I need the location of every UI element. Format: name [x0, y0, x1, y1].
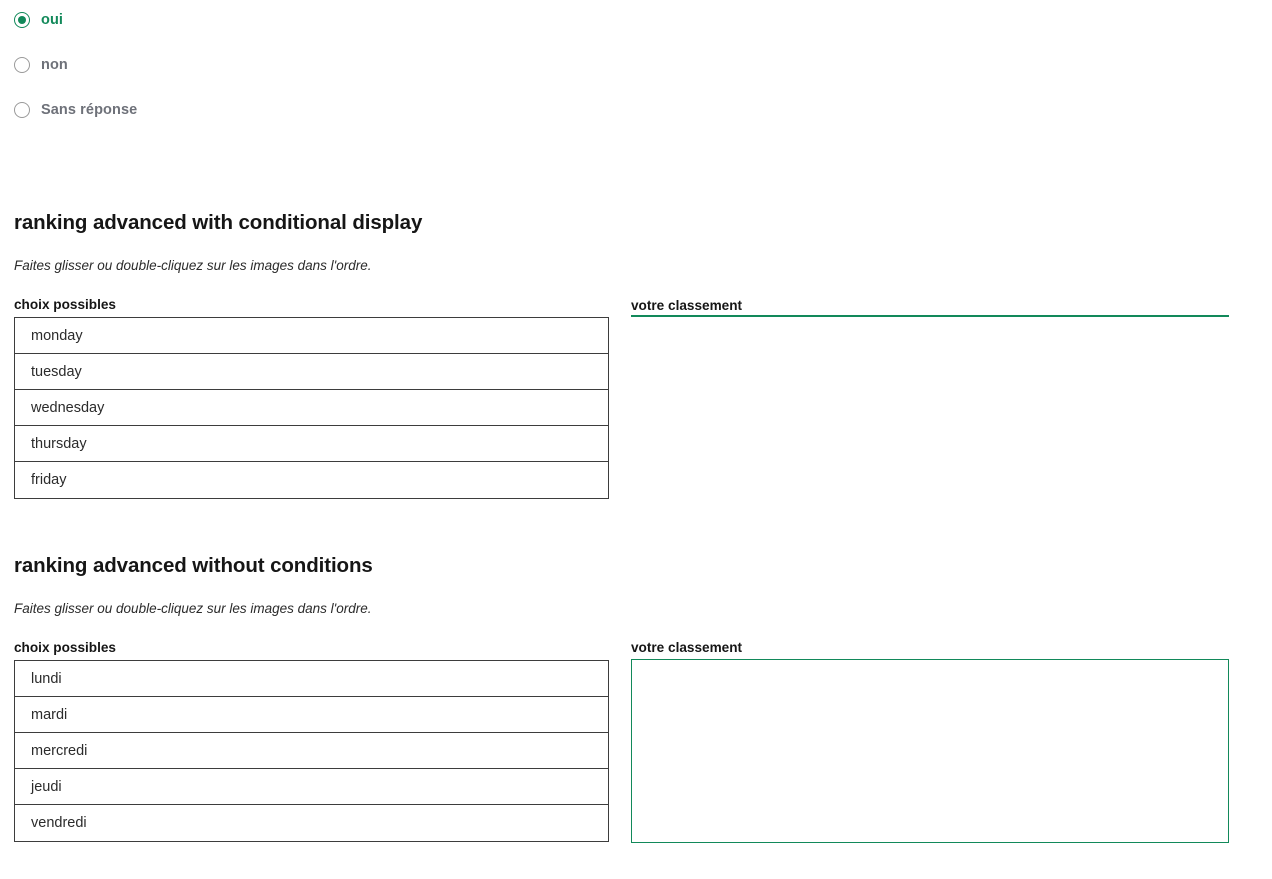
conditional-question-radio-group — [14, 8, 614, 143]
list-item[interactable]: lundi — [15, 661, 608, 697]
list-item[interactable]: mardi — [15, 697, 608, 733]
radio-option-label: oui — [41, 12, 64, 28]
radio-option-non[interactable] — [14, 53, 614, 77]
list-item[interactable]: monday — [15, 318, 608, 354]
list-item[interactable]: jeudi — [15, 769, 608, 805]
list-item[interactable]: thursday — [15, 426, 608, 462]
section-title: ranking advanced with conditional display — [14, 211, 423, 234]
choices-column-header: choix possibles — [14, 640, 116, 655]
list-item[interactable]: vendredi — [15, 805, 608, 841]
section-hint: Faites glisser ou double-cliquez sur les images dans l'ordre. — [14, 258, 372, 273]
radio-unselected-icon — [14, 57, 30, 73]
ranking-dropzone-empty[interactable] — [631, 659, 1229, 843]
radio-option-label: Sans réponse — [41, 102, 138, 118]
section-hint: Faites glisser ou double-cliquez sur les images dans l'ordre. — [14, 601, 372, 616]
list-item[interactable]: tuesday — [15, 354, 608, 390]
radio-option-oui[interactable] — [14, 8, 614, 32]
radio-option-label: non — [41, 57, 68, 73]
choices-column-header: choix possibles — [14, 297, 116, 312]
radio-option-sans-reponse[interactable] — [14, 98, 614, 122]
section-title: ranking advanced without conditions — [14, 554, 373, 577]
radio-selected-icon — [14, 12, 30, 28]
ranking-column-header: votre classement — [631, 640, 743, 655]
choices-list[interactable] — [14, 317, 609, 499]
list-item[interactable]: friday — [15, 462, 608, 498]
radio-unselected-icon — [14, 102, 30, 118]
list-item[interactable]: mercredi — [15, 733, 608, 769]
list-item[interactable]: wednesday — [15, 390, 608, 426]
ranking-dropzone-empty[interactable] — [631, 315, 1229, 317]
choices-list[interactable] — [14, 660, 609, 842]
ranking-column-header: votre classement — [631, 298, 743, 313]
